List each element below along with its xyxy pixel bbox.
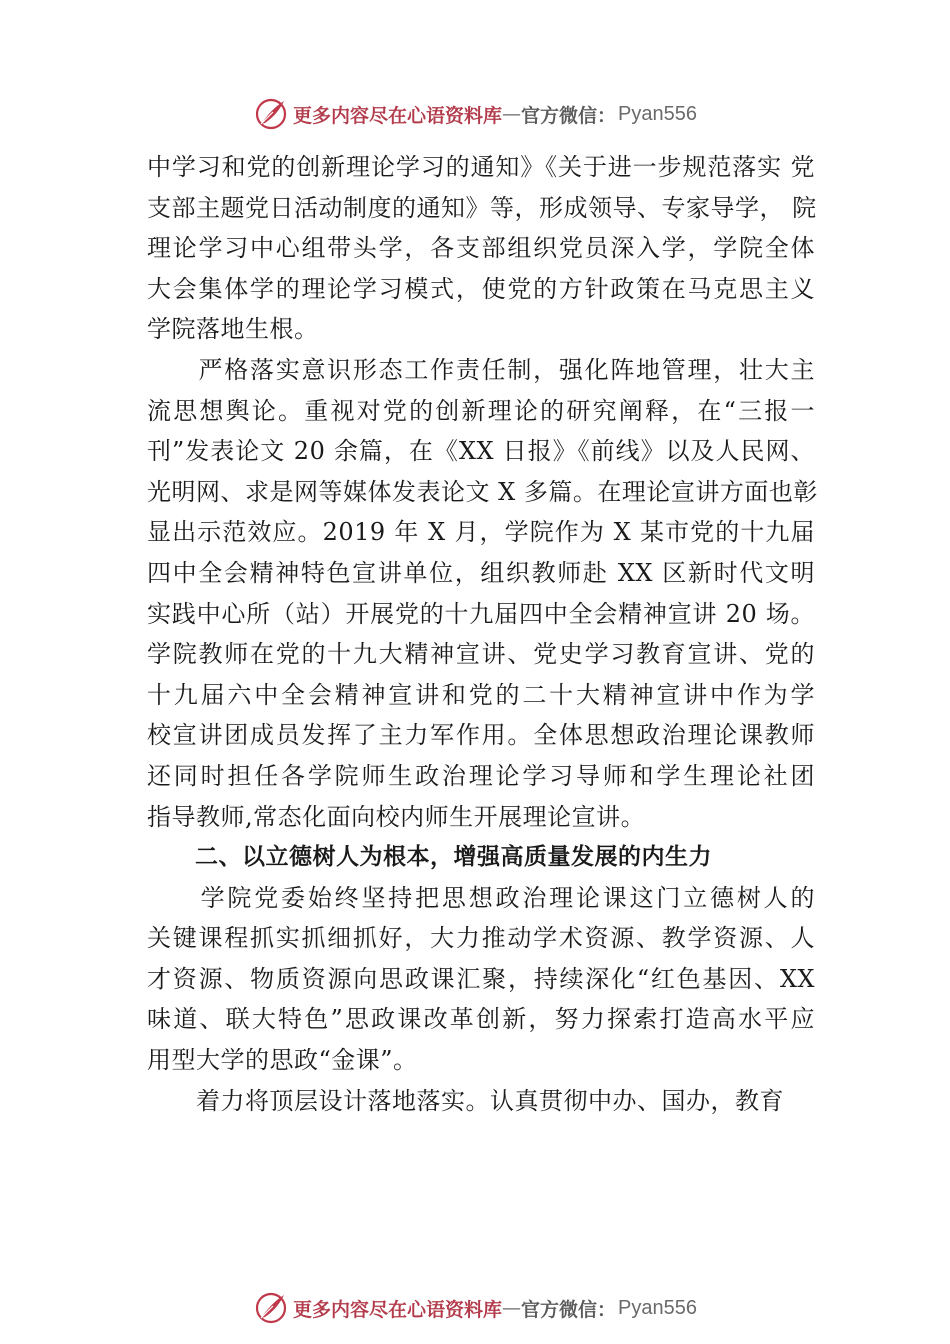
- text-line: 实践中心所（站）开展党的十九届四中全会精神宣讲 20 场。: [147, 599, 815, 628]
- text-line: 着力将顶层设计落地落实。认真贯彻中办、国办，教育: [147, 1086, 784, 1115]
- text-line: 刊”发表论文 20 余篇，在《XX 日报》《前线》以及人民网、: [147, 437, 815, 466]
- text-line: 学院落地生根。: [147, 315, 319, 344]
- watermark-dash: —: [502, 1297, 522, 1319]
- text-line: 理论学习中心组带头学，各支部组织党员深入学，学院全体: [147, 234, 815, 263]
- feather-quill-logo-icon: [253, 1290, 289, 1326]
- text-line: 还同时担任各学院师生政治理论学习导师和学生理论社团: [147, 761, 815, 790]
- text-line: 十九届六中全会精神宣讲和党的二十大精神宣讲中作为学: [147, 680, 815, 709]
- text-line: 显出示范效应。2019 年 X 月，学院作为 X 某市党的十九届: [147, 518, 815, 547]
- paragraph: [147, 350, 818, 837]
- paragraph: [147, 147, 815, 350]
- text-line: 光明网、求是网等媒体发表论文 X 多篇。在理论宣讲方面也彰: [147, 477, 818, 506]
- text-line: 学院党委始终坚持把思想政治理论课这门立德树人的: [147, 883, 815, 912]
- text-line: 中学习和党的创新理论学习的通知》《关于进一步规范落实 党: [147, 153, 815, 181]
- text-line: 校宣讲团成员发挥了主力军作用。全体思想政治理论课教师: [147, 721, 815, 750]
- feather-quill-logo-icon: [253, 96, 289, 132]
- paragraph: [147, 1081, 815, 1122]
- paragraph: [147, 878, 815, 1081]
- document-body: [147, 147, 818, 1121]
- text-line: 味道、联大特色”思政课改革创新，努力探索打造高水平应: [147, 1005, 815, 1034]
- watermark-side-text: 官方微信：: [521, 1298, 617, 1321]
- text-line: 流思想舆论。重视对党的创新理论的研究阐释，在“三报一: [147, 396, 815, 425]
- text-line: 才资源、物质资源向思政课汇聚，持续深化“红色基因、XX: [147, 964, 815, 993]
- text-line: 指导教师,常态化面向校内师生开展理论宣讲。: [147, 802, 646, 831]
- text-line: 大会集体学的理论学习模式，使党的方针政策在马克思主义: [147, 274, 815, 303]
- section-heading: [147, 837, 815, 878]
- watermark-side-text: 官方微信：: [521, 104, 617, 127]
- header-watermark: [0, 94, 950, 134]
- watermark-main-text: 更多内容尽在心语资料库: [293, 1298, 503, 1321]
- text-line: 学院教师在党的十九大精神宣讲、党史学习教育宣讲、党的: [147, 640, 815, 669]
- text-line: 关键课程抓实抓细抓好，大力推动学术资源、教学资源、人: [147, 924, 815, 953]
- watermark-wechat-id: Pyan556: [618, 1296, 697, 1319]
- text-line: 四中全会精神特色宣讲单位，组织教师赴 XX 区新时代文明: [147, 558, 815, 587]
- watermark-dash: —: [502, 103, 522, 125]
- text-line: 严格落实意识形态工作责任制，强化阵地管理，壮大主: [147, 355, 815, 384]
- text-line: 支部主题党日活动制度的通知》等，形成领导、专家导学， 院: [147, 193, 817, 222]
- watermark-wechat-id: Pyan556: [618, 102, 697, 125]
- heading-line: 二、以立德树人为根本，增强高质量发展的内生力: [195, 844, 712, 871]
- footer-watermark: [0, 1288, 950, 1328]
- text-line: 用型大学的思政“金课”。: [147, 1046, 418, 1075]
- watermark-main-text: 更多内容尽在心语资料库: [293, 104, 503, 127]
